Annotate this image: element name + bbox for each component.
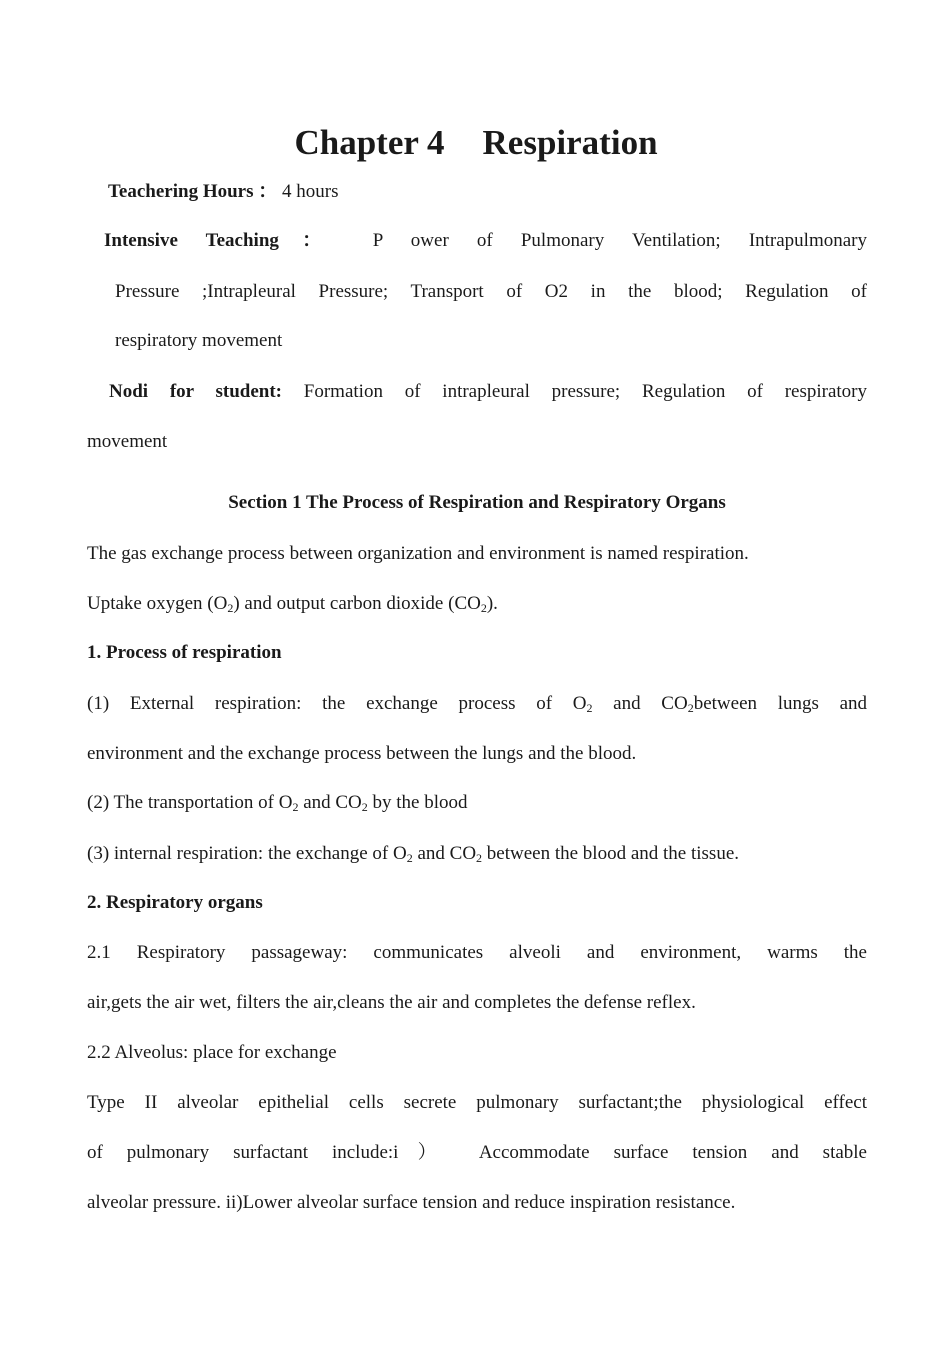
subsection-1-heading: 1. Process of respiration bbox=[87, 642, 282, 663]
section-heading: Section 1 The Process of Respiration and Respiratory Organs bbox=[228, 492, 726, 513]
item-1-text-c: between lungs and bbox=[693, 693, 868, 714]
item-1-text-a: (1) External respiration: the exchange process of O bbox=[87, 693, 587, 714]
chapter-number: Chapter 4 bbox=[294, 123, 445, 162]
intro-text-b: ) and output carbon dioxide (CO bbox=[233, 593, 481, 614]
item-1-line-2: environment and the exchange process between the lungs and the blood. bbox=[87, 743, 637, 764]
subscript: 2 bbox=[476, 851, 483, 865]
item-3-text-c: between the blood and the tissue. bbox=[482, 843, 740, 864]
subscript: 2 bbox=[292, 800, 299, 814]
subsection-2-heading: 2. Respiratory organs bbox=[87, 892, 263, 913]
subscript: 2 bbox=[480, 601, 487, 615]
teaching-hours-value: 4 hours bbox=[282, 181, 339, 202]
intensive-teaching-label: Intensive Teaching： bbox=[104, 230, 345, 251]
paragraph-2-1-line-2: air,gets the air wet, filters the air,cleans the air and completes the defense reflex. bbox=[87, 992, 696, 1013]
item-2 bbox=[87, 791, 867, 815]
intro-text-c: ). bbox=[486, 593, 498, 614]
teaching-hours-label: Teachering Hours ： bbox=[108, 181, 278, 202]
intensive-teaching-line-2: Pressure ;Intrapleural Pressure; Transport of O2 in the blood; Regulation of bbox=[115, 281, 867, 302]
item-3-text-a: (3) internal respiration: the exchange of O bbox=[87, 843, 407, 864]
item-2-text-c: by the blood bbox=[367, 792, 468, 813]
subscript: 2 bbox=[361, 800, 368, 814]
intro-line-1: The gas exchange process between organization and environment is named respiration. bbox=[87, 543, 749, 564]
nodi-line-1 bbox=[109, 380, 867, 404]
item-2-text-a: (2) The transportation of O bbox=[87, 792, 293, 813]
type-ii-line-1: Type II alveolar epithelial cells secrete pulmonary surfactant;the physiological effect bbox=[87, 1092, 867, 1113]
intensive-teaching-line-3: respiratory movement bbox=[115, 330, 283, 351]
item-2-text-b: and CO bbox=[298, 792, 362, 813]
intensive-teaching-line-1 bbox=[104, 229, 867, 253]
intro-text-a: Uptake oxygen (O bbox=[87, 593, 228, 614]
item-3 bbox=[87, 842, 867, 866]
subscript: 2 bbox=[406, 851, 413, 865]
subscript: 2 bbox=[687, 701, 694, 715]
item-3-text-b: and CO bbox=[412, 843, 477, 864]
type-ii-line-2: of pulmonary surfactant include:i） Accommodate surface tension and stable bbox=[87, 1142, 867, 1163]
teaching-hours-line bbox=[108, 180, 888, 204]
paragraph-2-2: 2.2 Alveolus: place for exchange bbox=[87, 1042, 337, 1063]
chapter-name: Respiration bbox=[482, 123, 658, 162]
type-ii-line-3: alveolar pressure. ii)Lower alveolar surface tension and reduce inspiration resistance. bbox=[87, 1192, 736, 1213]
intro-line-2 bbox=[87, 592, 867, 616]
nodi-text-1: Formation of intrapleural pressure; Regulation of respiratory bbox=[303, 381, 867, 402]
paragraph-2-1-line-1: 2.1 Respiratory passageway: communicates alveoli and environment, warms the bbox=[87, 942, 867, 963]
subscript: 2 bbox=[227, 601, 234, 615]
item-1-line-1 bbox=[87, 692, 867, 716]
intensive-teaching-text-1: P ower of Pulmonary Ventilation; Intrapulmonary bbox=[372, 230, 867, 251]
nodi-line-2: movement bbox=[87, 431, 168, 452]
chapter-title bbox=[0, 122, 952, 164]
item-1-text-b: and CO bbox=[592, 693, 688, 714]
subscript: 2 bbox=[586, 701, 593, 715]
nodi-label: Nodi for student: bbox=[109, 381, 283, 402]
